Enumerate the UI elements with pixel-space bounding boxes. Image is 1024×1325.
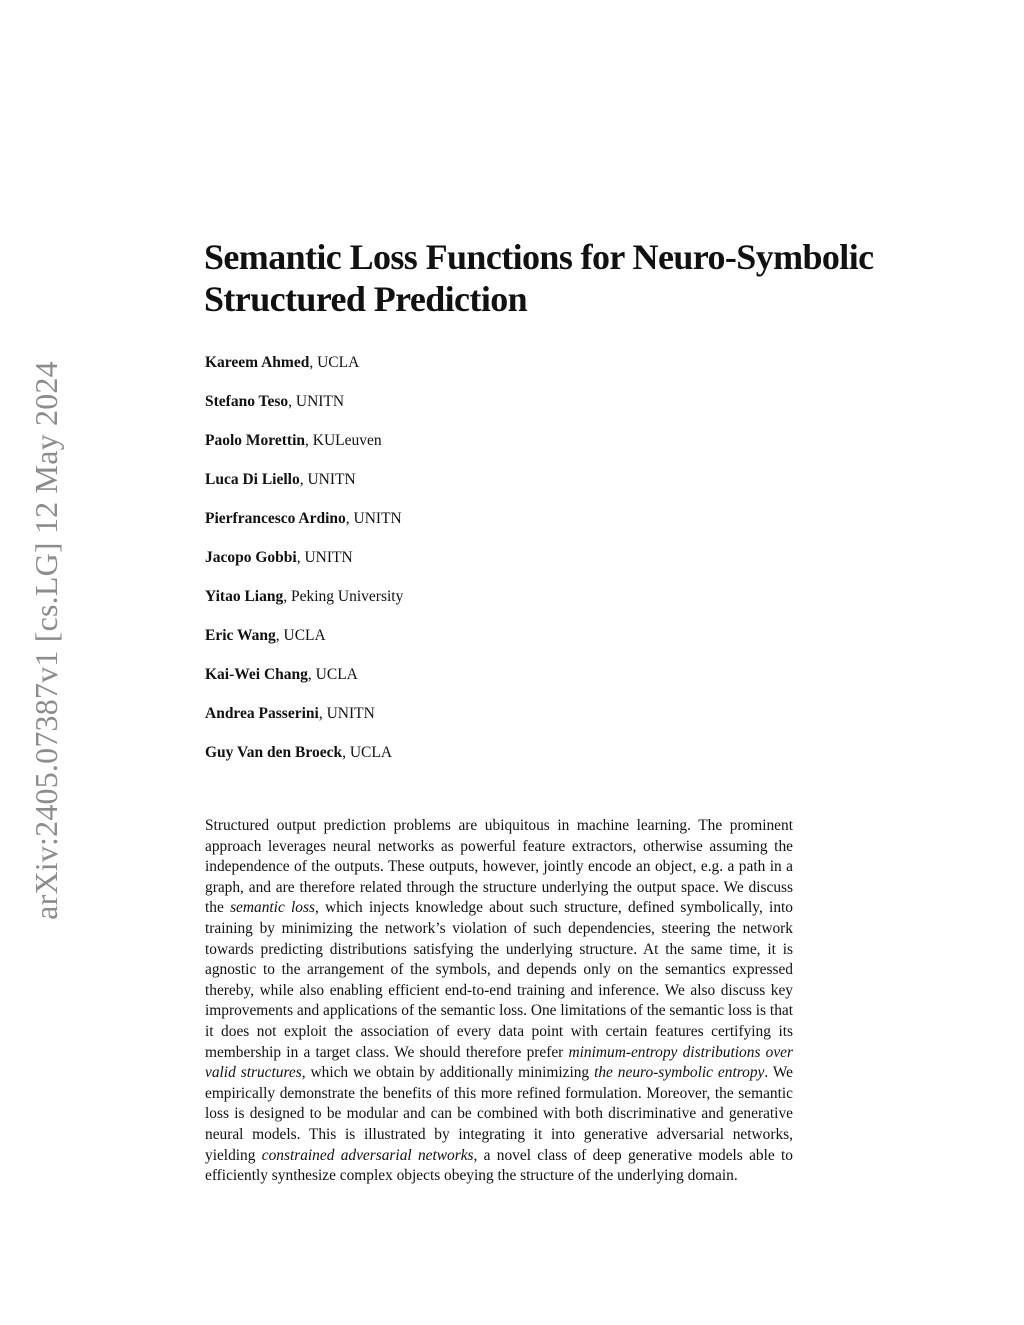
author-affiliation: UNITN <box>353 510 402 527</box>
author-name: Guy Van den Broeck <box>205 744 343 761</box>
author-affiliation: UCLA <box>283 627 326 644</box>
abstract-paragraph <box>205 816 793 1187</box>
author-entry: Andrea Passerini, UNITN <box>205 705 375 722</box>
author-affiliation: UCLA <box>349 744 393 761</box>
paper-title-line-1: Semantic Loss Functions for Neuro-Symbolic <box>204 237 874 277</box>
author-name: Kareem Ahmed <box>205 354 310 371</box>
author-affiliation: UNITN <box>326 705 375 722</box>
abstract-emphasis-constrained-adversarial-networks: constrained adversarial networks <box>261 1146 474 1164</box>
author-name: Andrea Passerini <box>205 705 319 722</box>
abstract-emphasis-min-entropy: minimum-entropy distributions over valid structures <box>205 1043 793 1082</box>
author-name: Luca Di Liello <box>205 471 300 488</box>
abstract-text: Structured output prediction problems are ubiquitous in machine learning. The prominent approach leverages neural networks as powerful feature extractors, otherwise assuming the independence of the outputs. These outputs, however, jointly encode an object, e.g. a path in a graph, and are therefore related through the structure underlying the output space. We discuss the <box>205 817 793 917</box>
author-list <box>205 353 403 782</box>
author-affiliation: UNITN <box>307 471 356 488</box>
author-entry: Kai-Wei Chang, UCLA <box>205 666 358 683</box>
abstract-text: , which we obtain by additionally minimizing <box>301 1064 595 1082</box>
arxiv-identifier-text: arXiv:2405.07387v1 [cs.LG] 12 May 2024 <box>27 360 64 920</box>
author-affiliation: UNITN <box>295 393 345 410</box>
author-name: Pierfrancesco Ardino <box>205 510 346 527</box>
abstract-text: , which injects knowledge about such structure, defined symbolically, into training by minimizing the network’s violation of such dependencies, steering the network towards predicting distributions satisfying the underlying structure. At the same time, it is agnostic to the arrangement of the symbols, and depends only on the semantics expressed thereby, while also enabling efficient end-to-end training and inference. We also discuss key improvements and applications of the semantic loss. One limitations of the semantic loss is that it does not exploit the association of every data point with certain features certifying its membership in a target class. We should therefore prefer <box>205 899 793 1061</box>
author-name: Kai-Wei Chang <box>205 666 308 683</box>
author-affiliation: KULeuven <box>312 432 382 449</box>
author-entry: Pierfrancesco Ardino, UNITN <box>205 510 402 527</box>
author-affiliation: UCLA <box>317 354 360 371</box>
author-affiliation: UCLA <box>315 666 358 683</box>
author-entry: Jacopo Gobbi, UNITN <box>205 549 353 566</box>
author-name: Stefano Teso <box>205 393 289 410</box>
author-entry: Eric Wang, UCLA <box>205 627 326 644</box>
author-entry: Stefano Teso, UNITN <box>205 393 345 410</box>
author-name: Eric Wang <box>205 627 276 644</box>
arxiv-identifier-stamp <box>27 340 64 940</box>
abstract-text: , a novel class of deep generative models able to efficiently synthesize complex objects obeying the structure of the underlying domain. <box>205 1146 793 1185</box>
author-affiliation: UNITN <box>304 549 353 566</box>
abstract-text: . We empirically demonstrate the benefits of this more refined formulation. Moreover, the semantic loss is designed to be modular and can be combined with both discriminative and generative neural models. This is illustrated by integrating it into generative adversarial networks, yielding <box>205 1064 793 1164</box>
author-affiliation: Peking University <box>290 588 404 605</box>
author-name: Yitao Liang <box>205 588 284 605</box>
author-name: Jacopo Gobbi <box>205 549 297 566</box>
paper-title-line-2: Structured Prediction <box>204 279 528 319</box>
author-entry: Yitao Liang, Peking University <box>205 588 404 605</box>
author-entry: Guy Van den Broeck, UCLA <box>205 744 393 761</box>
author-entry: Kareem Ahmed, UCLA <box>205 354 360 371</box>
abstract-emphasis-neuro-symbolic-entropy: the neuro-symbolic entropy <box>594 1064 765 1082</box>
author-name: Paolo Morettin <box>205 432 306 449</box>
abstract-emphasis-semantic-loss: semantic loss <box>230 899 315 917</box>
author-entry: Luca Di Liello, UNITN <box>205 471 356 488</box>
paper-title <box>204 236 924 320</box>
author-entry: Paolo Morettin, KULeuven <box>205 432 382 449</box>
